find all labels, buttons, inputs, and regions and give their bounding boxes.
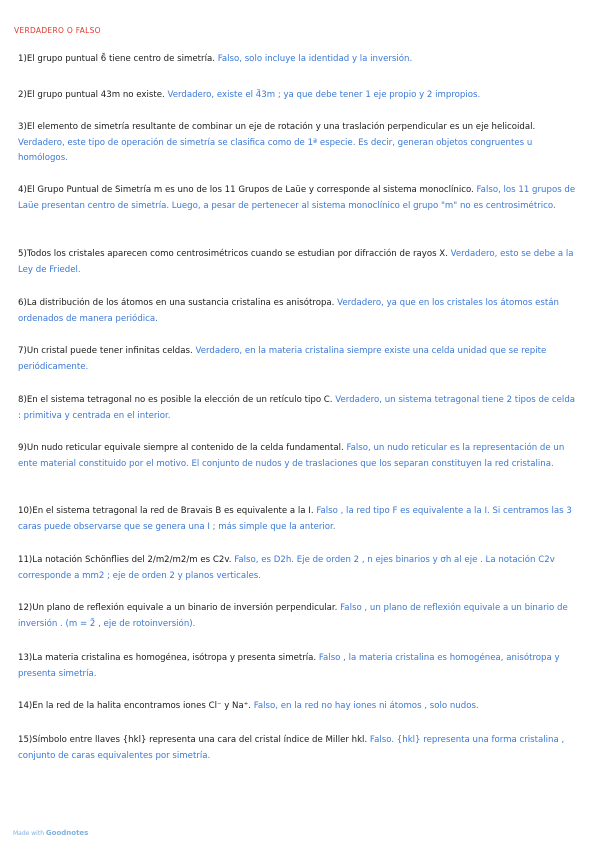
question-statement: 9)Un nudo reticular equivale siempre al contenido de la celda fundamental. (18, 443, 344, 453)
question-answer: Falso, los 11 grupos de Laüe presentan centro de simetría. Luego, a pesar de pertenecer al sistema monoclínico el grupo "m" no es centrosimétrico. (18, 185, 576, 211)
question-answer: Verdadero, un sistema tetragonal tiene 2 tipos de celda : primitiva y centrada en el interior. (18, 395, 576, 421)
question-statement: 6)La distribución de los átomos en una sustancia cristalina es anisótropa. (18, 298, 335, 308)
question-answer: Falso, un nudo reticular es la representación de un ente material constituido por el motivo. El conjunto de nudos y de traslaciones que los separan constituyen la red cristalina. (18, 443, 565, 469)
question-answer: Verdadero, en la materia cristalina siempre existe una celda unidad que se repite periódicamente. (18, 346, 547, 372)
question-statement: 7)Un cristal puede tener infinitas celdas. (18, 346, 193, 356)
question-answer: Verdadero, este tipo de operación de simetría se clasifica como de 1ª especie. Es decir, generan objetos congruentes u homólogos. (18, 137, 533, 163)
question-answer: Verdadero, ya que en los cristales los átomos están ordenados de manera periódica. (18, 298, 559, 324)
question-14 (18, 699, 578, 715)
question-9 (18, 441, 578, 472)
watermark-brand: Goodnotes (45, 829, 89, 837)
watermark-prefix: Made with (13, 830, 44, 837)
question-statement: 11)La notación Schönflies del 2/m2/m2/m es C2v. (18, 555, 232, 565)
question-11 (18, 553, 578, 584)
question-answer: Falso , la materia cristalina es homogénea, anisótropa y presenta simetría. (18, 653, 560, 679)
question-answer: Falso, solo incluye la identidad y la inversión. (217, 54, 413, 64)
question-statement: 10)En el sistema tetragonal la red de Bravais B es equivalente a la I. (18, 506, 314, 516)
question-5 (18, 247, 578, 278)
question-answer: Verdadero, esto se debe a la Ley de Friedel. (18, 249, 574, 275)
question-4 (18, 183, 578, 214)
question-statement: 14)En la red de la halita encontramos iones Cl⁻ y Na⁺. (18, 701, 252, 711)
question-statement: 5)Todos los cristales aparecen como centrosimétricos cuando se estudian por difracción de rayos X. (18, 249, 448, 259)
goodnotes-watermark (13, 829, 88, 837)
question-statement: 1)El grupo puntual 6̄ tiene centro de simetría. (18, 54, 215, 64)
question-answer: Falso. {hkl} representa una forma cristalina , conjunto de caras equivalentes por simetría. (18, 735, 565, 761)
question-statement: 4)El Grupo Puntual de Simetría m es uno de los 11 Grupos de Laüe y corresponde al sistema monoclínico. (18, 185, 474, 195)
question-10 (18, 504, 578, 535)
question-3 (18, 120, 578, 167)
question-2 (18, 88, 578, 104)
question-13 (18, 651, 578, 682)
question-answer: Verdadero, existe el 4̄3m ; ya que debe tener 1 eje propio y 2 impropios. (167, 90, 481, 100)
question-8 (18, 393, 578, 424)
question-statement: 13)La materia cristalina es homogénea, isótropa y presenta simetría. (18, 653, 317, 663)
question-statement: 15)Símbolo entre llaves {hkl} representa una cara del cristal índice de Miller hkl. (18, 735, 368, 745)
question-answer: Falso, es D2h. Eje de orden 2 , n ejes binarios y σh al eje . La notación C2v corresponde a mm2 ; eje de orden 2 y planos verticales. (18, 555, 555, 581)
question-statement: 12)Un plano de reflexión equivale a un binario de inversión perpendicular. (18, 603, 338, 613)
question-6 (18, 296, 578, 327)
question-statement: 3)El elemento de simetría resultante de combinar un eje de rotación y una traslación perpendicular es un eje helicoidal. (18, 122, 536, 132)
page-title: VERDADERO O FALSO (14, 26, 101, 35)
question-answer: Falso, en la red no hay iones ni átomos , solo nudos. (253, 701, 479, 711)
question-15 (18, 733, 578, 764)
question-answer: Falso , la red tipo F es equivalente a la I. Si centramos las 3 caras puede observarse que se genera una I ; más simple que la anterior. (18, 506, 572, 532)
question-statement: 8)En el sistema tetragonal no es posible la elección de un retículo tipo C. (18, 395, 333, 405)
question-12 (18, 601, 578, 632)
question-1 (18, 52, 578, 68)
question-7 (18, 344, 578, 375)
question-answer: Falso , un plano de reflexión equivale a un binario de inversión . (m = 2̄ , eje de rotoinversión). (18, 603, 568, 629)
question-statement: 2)El grupo puntual 43m no existe. (18, 90, 165, 100)
